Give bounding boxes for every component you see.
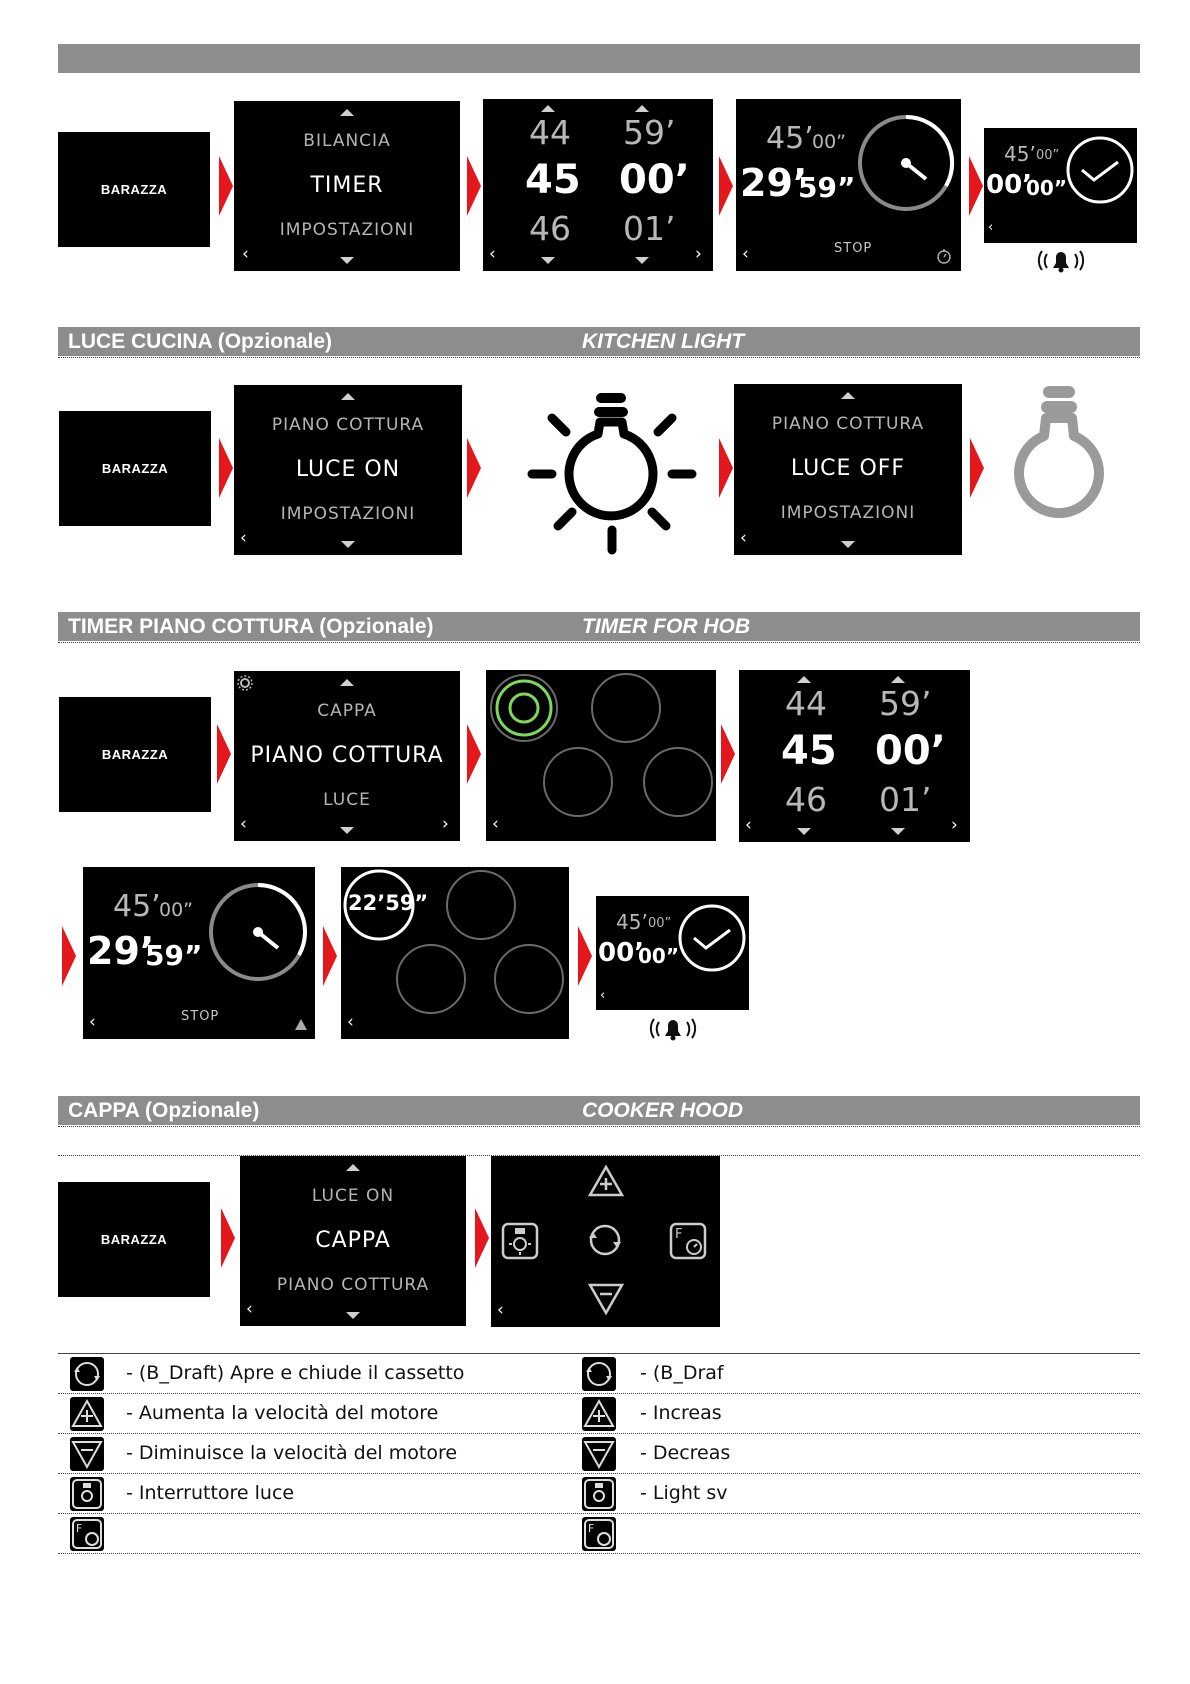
sec-down-icon[interactable]: [635, 257, 649, 264]
section-title-en: KITCHEN LIGHT: [582, 330, 745, 353]
stop-button[interactable]: STOP: [181, 1009, 220, 1024]
set-seconds: 00”: [648, 916, 672, 931]
flow-arrow: [719, 156, 733, 216]
min-up-icon[interactable]: [797, 676, 811, 683]
menu-item-above[interactable]: PIANO COTTURA: [771, 414, 925, 434]
svg-text:F: F: [588, 1522, 595, 1535]
menu-item-below[interactable]: LUCE: [323, 790, 371, 810]
menu-item-selected[interactable]: LUCE ON: [295, 457, 401, 482]
brand-logo-text: BARAZZA: [100, 1232, 168, 1247]
stopwatch-icon: [936, 247, 952, 265]
flow-arrow: [467, 156, 481, 216]
set-seconds: 00”: [812, 131, 847, 153]
timer-menu-screen[interactable]: [234, 101, 460, 271]
scroll-up-icon[interactable]: [841, 392, 855, 399]
svg-text:F: F: [76, 1522, 83, 1535]
svg-text:F: F: [675, 1227, 683, 1242]
min-down-icon[interactable]: [541, 257, 555, 264]
back-icon[interactable]: ‹: [988, 220, 994, 235]
hood-menu-screen[interactable]: [240, 1156, 466, 1326]
remaining-seconds: 00”: [1026, 176, 1067, 200]
seconds-selected[interactable]: 00’: [875, 728, 946, 774]
back-icon[interactable]: ‹: [246, 1299, 253, 1319]
section-title: TIMER PIANO COTTURA (Opzionale): [68, 615, 434, 638]
flow-arrow: [969, 156, 983, 216]
decrease-icon: [70, 1437, 104, 1471]
set-minutes: 45’: [766, 121, 814, 156]
seconds-below: 01’: [623, 209, 676, 248]
remaining-seconds: 00”: [638, 944, 679, 968]
flow-arrow: [467, 724, 481, 784]
alarm-bell-icon: [647, 1014, 699, 1040]
light-bulb-on-icon: [528, 388, 696, 558]
decrease-icon[interactable]: [587, 1282, 625, 1316]
legend-text-it: - Interruttore luce: [126, 1482, 295, 1504]
stop-button[interactable]: STOP: [834, 241, 873, 256]
legend-row: [58, 1474, 1140, 1514]
set-minutes: 45’: [616, 910, 648, 934]
legend-text-it: - Aumenta la velocità del motore: [126, 1402, 439, 1424]
legend-text-en: - (B_Draf: [640, 1362, 724, 1384]
back-icon[interactable]: ‹: [742, 244, 749, 264]
section-title-en: TIMER FOR HOB: [582, 615, 750, 638]
flow-arrow: [219, 156, 233, 216]
countdown-dial-icon: [205, 879, 311, 985]
legend-row: [58, 1394, 1140, 1434]
light-switch-icon: [582, 1477, 616, 1511]
scroll-down-icon[interactable]: [341, 541, 355, 548]
scroll-down-icon[interactable]: [841, 541, 855, 548]
scroll-up-icon[interactable]: [346, 1164, 360, 1171]
hob-zones-icon: [486, 670, 716, 841]
forward-icon[interactable]: ›: [442, 814, 449, 834]
brand-logo: [58, 1182, 210, 1297]
set-minutes: 45’: [1004, 142, 1036, 166]
check-icon: [676, 902, 748, 974]
scroll-down-icon[interactable]: [340, 827, 354, 834]
countdown-dial-icon: [854, 111, 958, 215]
light-bulb-off-icon: [1012, 384, 1107, 524]
flow-arrow: [475, 1208, 489, 1268]
countdown-screen[interactable]: [736, 99, 961, 271]
flow-arrow: [467, 438, 481, 498]
legend-text-en: - Decreas: [640, 1442, 731, 1464]
min-up-icon[interactable]: [541, 105, 555, 112]
back-icon[interactable]: ‹: [600, 988, 606, 1003]
zone-timer-value: 22’59”: [348, 891, 429, 915]
remaining-minutes: 00’: [986, 170, 1033, 200]
back-icon[interactable]: ‹: [745, 815, 752, 835]
seconds-below: 01’: [879, 780, 932, 819]
alarm-bell-icon: [1035, 246, 1087, 272]
sec-up-icon[interactable]: [635, 105, 649, 112]
increase-icon: [582, 1397, 616, 1431]
scroll-down-icon[interactable]: [346, 1312, 360, 1319]
menu-item-selected[interactable]: CAPPA: [315, 1228, 391, 1253]
section-header-bar: [58, 44, 1140, 73]
flow-arrow: [721, 724, 735, 784]
set-minutes: 45’: [113, 889, 161, 924]
set-seconds: 00”: [159, 899, 194, 921]
divider: [58, 357, 1140, 358]
divider: [58, 1126, 1140, 1127]
menu-item-above[interactable]: CAPPA: [317, 701, 377, 721]
seconds-above: 59’: [879, 684, 932, 723]
forward-icon[interactable]: ›: [951, 815, 958, 835]
brand-logo: [58, 132, 210, 247]
remaining-seconds: 59”: [145, 939, 203, 972]
back-icon[interactable]: ‹: [492, 814, 499, 834]
hood-controls-screen[interactable]: [491, 1156, 720, 1327]
back-icon[interactable]: ‹: [489, 244, 496, 264]
back-icon[interactable]: ‹: [242, 244, 249, 264]
minutes-above: 44: [529, 113, 571, 152]
seconds-selected[interactable]: 00’: [619, 157, 690, 203]
draft-icon[interactable]: [585, 1220, 625, 1260]
scroll-down-icon[interactable]: [340, 257, 354, 264]
scroll-up-icon[interactable]: [340, 679, 354, 686]
legend-text-en: - Light sv: [640, 1482, 728, 1504]
remaining-minutes: 00’: [598, 938, 645, 968]
hob-icon: [293, 1017, 309, 1033]
sec-down-icon[interactable]: [891, 828, 905, 835]
legend-row: [58, 1514, 1140, 1554]
back-icon[interactable]: ‹: [347, 1012, 354, 1032]
minutes-above: 44: [785, 684, 827, 723]
remaining-seconds: 59”: [798, 171, 856, 204]
hob-timer-done-screen[interactable]: [596, 896, 749, 1010]
sec-up-icon[interactable]: [891, 676, 905, 683]
flow-arrow: [323, 926, 337, 986]
menu-item-selected[interactable]: LUCE OFF: [790, 456, 906, 481]
hob-zone-select-screen[interactable]: [486, 670, 716, 841]
minutes-selected[interactable]: 45: [781, 728, 837, 774]
hob-menu-screen[interactable]: [234, 671, 460, 841]
flow-arrow: [219, 438, 233, 498]
legend-row: [58, 1354, 1140, 1394]
divider: [58, 642, 1140, 643]
menu-item-above[interactable]: PIANO COTTURA: [271, 415, 425, 435]
light-off-menu-screen[interactable]: [734, 384, 962, 555]
hob-time-picker-screen[interactable]: [739, 670, 970, 842]
menu-item-below[interactable]: PIANO COTTURA: [276, 1275, 430, 1295]
time-picker-screen[interactable]: [483, 99, 713, 271]
filter-icon: [582, 1517, 616, 1551]
check-icon: [1064, 134, 1136, 206]
menu-item-below[interactable]: IMPOSTAZIONI: [780, 503, 916, 523]
flow-arrow: [217, 724, 231, 784]
flow-arrow: [62, 926, 76, 986]
light-on-menu-screen[interactable]: [234, 385, 462, 555]
section-title-en: COOKER HOOD: [582, 1099, 744, 1122]
brand-logo-text: BARAZZA: [101, 747, 169, 762]
hob-countdown-screen[interactable]: [83, 867, 315, 1039]
scroll-up-icon[interactable]: [341, 393, 355, 400]
brand-logo: [59, 411, 211, 526]
legend-text-it: - Diminuisce la velocità del motore: [126, 1442, 458, 1464]
brand-logo-text: BARAZZA: [100, 182, 168, 197]
increase-icon: [70, 1397, 104, 1431]
legend-text-en: - Increas: [640, 1402, 722, 1424]
flow-arrow: [719, 438, 733, 498]
remaining-minutes: 29’: [87, 929, 155, 973]
section-title: LUCE CUCINA (Opzionale): [68, 330, 333, 353]
brand-logo-text: BARAZZA: [101, 461, 169, 476]
flow-arrow: [221, 1208, 235, 1268]
legend-text-it: - (B_Draft) Apre e chiude il cassetto: [126, 1362, 465, 1384]
menu-item-selected[interactable]: PIANO COTTURA: [250, 743, 444, 768]
timer-done-screen[interactable]: [984, 128, 1137, 243]
back-icon[interactable]: ‹: [240, 814, 247, 834]
increase-icon[interactable]: [587, 1164, 625, 1198]
legend-row: [58, 1434, 1140, 1474]
draft-icon: [582, 1357, 616, 1391]
flow-arrow: [578, 926, 592, 986]
min-down-icon[interactable]: [797, 828, 811, 835]
decrease-icon: [582, 1437, 616, 1471]
flow-arrow: [970, 438, 984, 498]
forward-icon[interactable]: ›: [695, 244, 702, 264]
light-switch-icon[interactable]: [501, 1222, 539, 1260]
back-icon[interactable]: ‹: [740, 528, 747, 548]
settings-icon[interactable]: [237, 675, 253, 691]
minutes-selected[interactable]: 45: [525, 157, 581, 203]
brand-logo: [59, 697, 211, 812]
scroll-up-icon[interactable]: [340, 109, 354, 116]
remaining-minutes: 29’: [740, 161, 808, 205]
menu-item-above[interactable]: LUCE ON: [311, 1186, 395, 1206]
back-icon[interactable]: ‹: [497, 1300, 504, 1320]
minutes-below: 46: [785, 780, 827, 819]
filter-icon[interactable]: [669, 1222, 709, 1262]
menu-item-below[interactable]: IMPOSTAZIONI: [280, 504, 416, 524]
minutes-below: 46: [529, 209, 571, 248]
set-seconds: 00”: [1036, 148, 1060, 163]
menu-item-below[interactable]: IMPOSTAZIONI: [279, 220, 415, 240]
seconds-above: 59’: [623, 113, 676, 152]
menu-item-selected[interactable]: TIMER: [310, 173, 384, 198]
back-icon[interactable]: ‹: [89, 1012, 96, 1032]
menu-item-above[interactable]: BILANCIA: [303, 131, 391, 151]
hob-zone-timer-screen[interactable]: [341, 867, 569, 1039]
draft-icon: [70, 1357, 104, 1391]
section-title: CAPPA (Opzionale): [68, 1099, 260, 1122]
filter-icon: [70, 1517, 104, 1551]
light-switch-icon: [70, 1477, 104, 1511]
back-icon[interactable]: ‹: [240, 528, 247, 548]
